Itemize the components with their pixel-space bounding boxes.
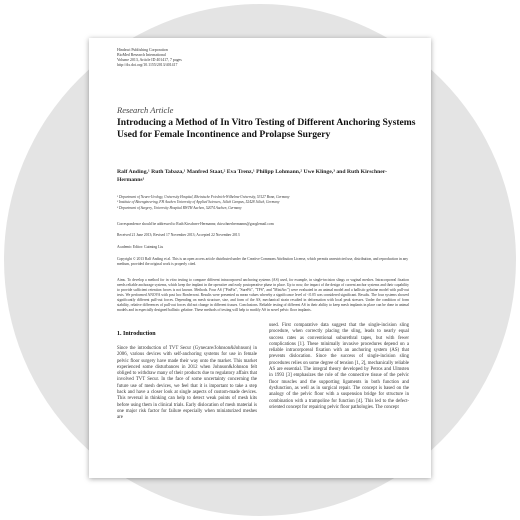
article-type: Research Article [117, 105, 174, 115]
affiliation-2: ² Institute of Bioengineering, FH Aachen University of Applied Sciences, Jülich Campus, 52428 Jülich, Germany [117, 200, 280, 205]
academic-editor: Academic Editor: Guiming Liu [117, 245, 164, 249]
paper-title: Introducing a Method of In Vitro Testing of Different Anchoring Systems Used for Female Incontinence and Prolapse Surgery [117, 117, 416, 140]
copyright-notice: Copyright © 2013 Ralf Anding et al. This is an open access article distributed under the Creative Commons Attribution License, which permits unrestricted use, distribution, and reproduction in any medium, provided the original work is properly cited. [117, 257, 409, 266]
doi-link[interactable]: http://dx.doi.org/10.1155/2013/401417 [117, 63, 178, 67]
section-heading: 1. Introduction [117, 331, 156, 337]
body-column-left: Since the introduction of TVT Secur (Gynecare/Johnson&Johnson) in 2006, various devices with self-anchoring systems for use in female pelvic floor surgery have made their way onto the market. This market experienced some disturbances in 2012 when Johnson&Johnson felt obliged to withdraw many of their products due to regulatory affairs that involved TVT Secur. In the face of some uncertainty concerning the future use of mesh devices, we feel that it is important to take a step back and have a closer look at single aspects of custom-made devices. This reversal in thinking can help to detect weak points of mesh kits before using them in clinical trials. Early dislocation of mesh material is one major risk factor for failure especially when miniaturized meshes are [117, 346, 257, 421]
body-column-right: used. First comparative data suggest that the single-incision sling procedure, when correctly placing the sling, leads to nearly equal success rates as conventional suburethral tapes, but with fewer complications [1]. These minimally invasive procedures depend on a reliable intracorporeal fixation with an anchoring system (AS) that prevents dislocation. Since the success of single-incision sling procedures relies on some degree of tension [1, 2], mechanically reliable AS are essential. The integral theory developed by Petros and Ulmsten in 1993 [3] emphasizes the role of the connective tissue of the pelvic floor muscles and the supporting ligaments in both function and dysfunction, as well as in surgical repair. The concept is based on the analogy of the pelvic floor with a suspension bridge for structure in combination with a trampoline for function [4]. This led to the defect-oriented concept for repairing pelvic floor pathologies. The concept [269, 323, 409, 410]
volume-line: Volume 2013, Article ID 401417, 7 pages [117, 58, 182, 62]
author-list: Ralf Anding,¹ Ruth Tabaza,¹ Manfred Staat,² Eva Trenz,¹ Philipp Lohmann,² Uwe Klinge,³ and Ruth Kirschner-Hermanns¹ [117, 169, 387, 183]
abstract: Aims. To develop a method for in vitro testing to compare different intracorporeal anchoring systems (AS) used, for example, in single-incision slings or vaginal meshes. Intracorporeal fixation needs reliable anchorage systems, which keep the implant in the operative and early postoperative phase in place. Up to now, the impact of the design of current anchor systems and their capability to provide sufficient retention forces is not known. Methods. Four AS ("PinFix", "SureFit", "TFS", and "MiniArc") were evaluated in an animal model and a ballistic gelatine model with pull-out tests. We performed ANOVA with post hoc Bonferroni. Results were presented as mean values whereby a significance level of <0.05 was considered significant. Results. The four systems showed significantly different pull-out forces. Depending on mesh structure, size, and form of the AS, mechanical strain resulted in deformation with local peak stresses. Under the condition of form stability, relative differences of pull-out forces did not change in different tissues. Conclusions. Reliable testing of different AS in their ability to keep mesh implants in place can be done in animal models and in especially designed ballistic gelatine. These methods of testing will help to modify AS in novel pelvic floor implants. [117, 278, 409, 312]
affiliations [117, 195, 417, 211]
affiliation-3: ³ Department of Surgery, University Hospital RWTH Aachen, 52074 Aachen, Germany [117, 205, 242, 210]
paper-page [89, 38, 431, 478]
journal-meta [117, 48, 182, 68]
journal-line: BioMed Research International [117, 53, 166, 57]
affiliation-1: ¹ Department of Neuro-Urology, University Hospital, Rheinische Friedrich-Wilhelms-University, 53127 Bonn, Germany [117, 195, 290, 199]
submission-dates: Received 21 June 2013; Revised 17 November 2013; Accepted 22 November 2013 [117, 233, 240, 237]
publisher-line: Hindawi Publishing Corporation [117, 48, 168, 52]
correspondence: Correspondence should be addressed to Ruth Kirschner-Hermanns; rkirschnerhermanns@googlemail.com [117, 222, 274, 226]
